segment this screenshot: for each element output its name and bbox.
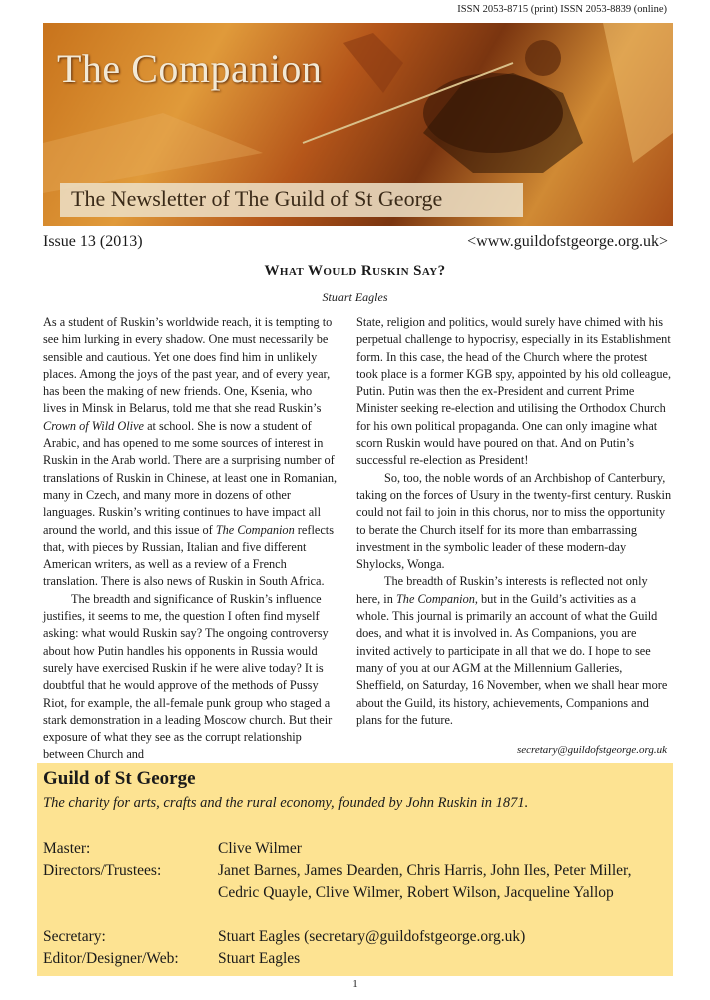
paragraph: As a student of Ruskin’s worldwide reach, it is tempting to see him lurking in every shadow. One must necessarily be sensible and cautious. Yet one does find him in unlikely places. Among the joys of the past year, and of every year, has been the making of new friends. One, Ksenia, who lives in Minsk in Belarus, told me that she read Ruskin’s Crown of Wild Olive at school. She is now a student of Arabic, and has opened to me some sources of interest in Ruskin in the Arab world. There are a surprising number of translations of Ruskin in Chinese, at least one in Romanian, many in Czech, and many more in dozens of other languages. Ruskin’s writing continues to have impact all around the world, and this issue of The Companion reflects that, with pieces by Russian, Italian and five different American writers, as well as a review of a French translation. There is also news of Ruskin in South Africa. — [43, 315, 338, 589]
role-value: Janet Barnes, James Dearden, Chris Harris, John Iles, Peter Miller, Cedric Quayle, Clive Wilmer, Robert Wilson, Jacqueline Yallop — [218, 862, 632, 901]
role-label: Editor/Designer/Web: — [43, 950, 179, 967]
page-number: 1 — [352, 978, 358, 990]
guild-tagline: The charity for arts, crafts and the rural economy, founded by John Ruskin in 1871. — [43, 795, 529, 811]
article-column-right — [356, 314, 672, 729]
author-email-signature: secretary@guildofstgeorge.org.uk — [516, 744, 667, 756]
article-column-left — [43, 314, 338, 764]
paragraph: The breadth and significance of Ruskin’s influence justifies, it seems to me, the question I often find myself asking: what would Ruskin say? The ongoing controversy about how Putin handles his opponents in Russia would surely have exercised Ruskin if he were alive today? It is doubtful that he would approve of the methods of Pussy Riot, for example, the all-female punk group who staged a stark demonstration in a leading Moscow church. But their exposure of what they see as the corrupt relationship between Church and — [43, 591, 333, 762]
newsletter-subtitle: The Newsletter of The Guild of St George — [71, 186, 443, 211]
role-value: Stuart Eagles — [218, 950, 301, 967]
issn-line: ISSN 2053-8715 (print) ISSN 2053-8839 (online) — [457, 4, 667, 15]
issue-number: Issue 13 (2013) — [43, 233, 143, 250]
article-author: Stuart Eagles — [322, 290, 388, 304]
guild-title: Guild of St George — [43, 768, 196, 789]
website-url: <www.guildofstgeorge.org.uk> — [467, 233, 668, 250]
role-value: Clive Wilmer — [218, 840, 302, 857]
article-title: What Would Ruskin Say? — [264, 263, 446, 279]
newsletter-title: The Companion — [57, 46, 323, 91]
role-label: Master: — [43, 840, 91, 857]
role-label: Secretary: — [43, 928, 106, 945]
paragraph: State, religion and politics, would surely have chimed with his perpetual challenge to hypocrisy, especially in its Establishment form. In this case, the head of the Church where the protest took place is a former KGB spy, appointed by his old colleague, Putin. Putin was then the ex-President and current Prime Minister seeking re-election and utilising the Orthodox Church for his own political propaganda. One can only imagine what scorn Ruskin would have poured on that. And on Putin’s successful re-election as President! — [356, 315, 672, 468]
paragraph: The breadth of Ruskin’s interests is reflected not only here, in The Companion, but in the Guild’s activities as a whole. This journal is primarily an account of what the Guild does, and what it is involved in. As Companions, you are invited actively to participate in all that we do. I hope to see many of you at our AGM at the Millennium Galleries, Sheffield, on Saturday, 16 November, when we shall hear more about the Guild, its history, achievements, Companions and plans for the future. — [356, 574, 668, 727]
paragraph: So, too, the noble words of an Archbishop of Canterbury, taking on the forces of Usury in the twenty-first century. Ruskin could not fail to join in this chorus, nor to miss the opportunity to berate the Church itself for its more than embarrassing investment in the symbolic leader of these modern-day Shylocks, Wonga. — [356, 470, 672, 572]
role-label: Directors/Trustees: — [43, 862, 162, 879]
role-value: Stuart Eagles (secretary@guildofstgeorge.org.uk) — [218, 928, 526, 945]
